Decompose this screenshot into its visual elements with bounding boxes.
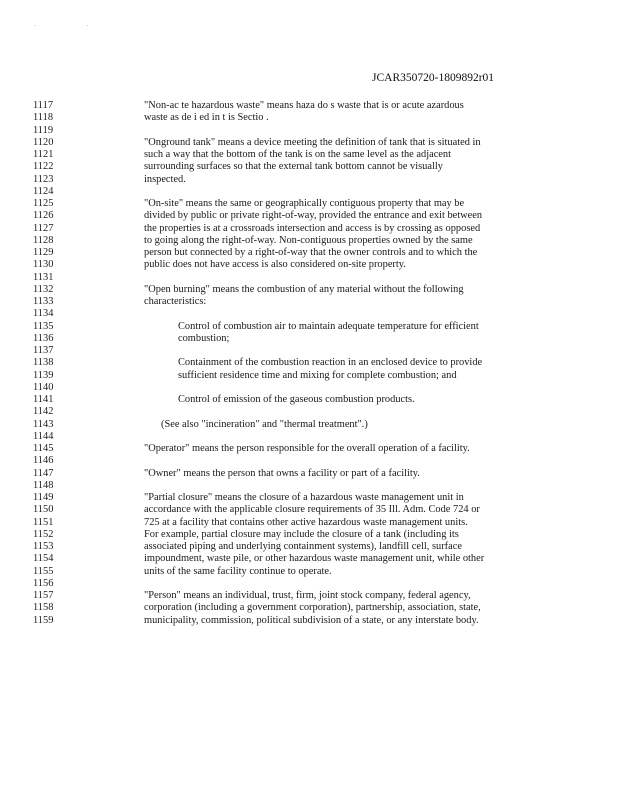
document-line [0,455,618,467]
line-text: Control of emission of the gaseous combustion products. [178,394,415,405]
line-number: 1139 [33,369,54,381]
document-line [0,321,618,333]
document-line [0,406,618,418]
line-text: combustion; [178,332,230,344]
line-number: 1155 [33,565,54,577]
line-text: the properties is at a crossroads intersection and access is by crossing as opposed [144,222,481,234]
document-line [0,223,618,235]
line-text: "Onground tank" means a device meeting the definition of tank that is situated in [144,136,481,148]
line-number: 1129 [33,247,54,258]
line-text: surrounding surfaces so that the external tank bottom cannot be visually [144,161,443,173]
document-line [0,370,618,382]
line-text: "Open burning" means the combustion of any material without the following [144,283,464,295]
document-line [0,553,618,565]
line-number: 1143 [33,418,54,430]
line-number: 1156 [33,577,54,589]
document-line [0,149,618,161]
line-text: associated piping and underlying containment systems), landfill cell, surface [144,541,462,552]
document-line [0,272,618,284]
line-number: 1127 [33,222,54,234]
line-number: 1120 [33,136,54,148]
document-line [0,517,618,529]
document-line [0,198,618,210]
line-text: characteristics: [144,296,207,307]
scan-artifact-dots: · · [34,22,113,30]
line-number: 1146 [33,455,54,467]
line-number: 1134 [33,308,54,320]
line-text: Containment of the combustion reaction in an enclosed device to provide [178,357,483,369]
line-number: 1150 [33,504,54,516]
line-number: 1147 [33,467,54,479]
line-text: "On-site" means the same or geographically contiguous property that may be [144,198,465,209]
document-line [0,615,618,627]
line-text: Control of combustion air to maintain adequate temperature for efficient [178,320,479,332]
line-number: 1158 [33,602,54,614]
line-number: 1151 [33,516,54,528]
document-line [0,541,618,553]
document-line [0,578,618,590]
line-text: to going along the right-of-way. Non-contiguous properties owned by the same [144,234,473,246]
line-number: 1124 [33,185,54,197]
line-number: 1145 [33,443,54,454]
line-number: 1132 [33,283,54,295]
line-number: 1128 [33,234,54,246]
document-line [0,259,618,271]
line-number: 1144 [33,430,54,442]
line-number: 1117 [33,100,54,111]
line-number: 1119 [33,124,54,136]
line-number: 1133 [33,296,54,307]
document-line [0,602,618,614]
document-id: JCAR350720-1809892r01 [372,72,495,84]
line-text: For example, partial closure may include the closure of a tank (including its [144,528,459,540]
document-line [0,382,618,394]
document-line [0,100,618,112]
document-line [0,345,618,357]
line-text: "Operator" means the person responsible for the overall operation of a facility. [144,443,470,454]
line-text: "Owner" means the person that owns a facility or part of a facility. [144,467,420,479]
line-text: person but connected by a right-of-way that the owner controls and to which the [144,247,478,258]
line-text: public does not have access is also considered on-site property. [144,259,406,271]
document-line [0,186,618,198]
document-line [0,468,618,480]
line-number: 1123 [33,173,54,185]
line-number: 1138 [33,357,54,369]
line-text: (See also "incineration" and "thermal treatment".) [161,418,368,430]
line-number: 1126 [33,210,54,222]
document-line [0,161,618,173]
document-line [0,296,618,308]
line-text: "Non-ac te hazardous waste" means haza do s waste that is or acute azardous [144,100,464,111]
document-line [0,357,618,369]
line-number: 1154 [33,553,54,565]
document-line [0,443,618,455]
document-line [0,419,618,431]
line-number: 1141 [33,394,54,405]
line-number: 1137 [33,345,54,356]
document-line [0,333,618,345]
line-number: 1121 [33,149,54,160]
line-number: 1135 [33,320,54,332]
document-line [0,210,618,222]
line-text: divided by public or private right-of-way, provided the entrance and exit between [144,210,483,222]
line-text: inspected. [144,173,186,185]
document-line [0,492,618,504]
document-line [0,480,618,492]
line-number: 1152 [33,528,54,540]
document-line [0,112,618,124]
document-line [0,394,618,406]
document-line [0,247,618,259]
line-number: 1153 [33,541,54,552]
line-number: 1142 [33,406,54,418]
document-line [0,590,618,602]
line-number: 1125 [33,198,54,209]
line-number: 1157 [33,590,54,601]
line-text: sufficient residence time and mixing for complete combustion; and [178,369,457,381]
line-number: 1149 [33,492,54,503]
line-text: municipality, commission, political subdivision of a state, or any interstate body. [144,614,479,626]
line-number: 1122 [33,161,54,173]
line-number: 1136 [33,332,54,344]
numbered-lines [0,100,618,627]
line-text: "Partial closure" means the closure of a hazardous waste management unit in [144,492,464,503]
line-number: 1118 [33,112,54,124]
line-text: units of the same facility continue to operate. [144,565,332,577]
document-line [0,566,618,578]
line-number: 1148 [33,479,54,491]
line-number: 1130 [33,259,54,271]
line-text: such a way that the bottom of the tank is on the same level as the adjacent [144,149,452,160]
document-line [0,235,618,247]
line-number: 1159 [33,614,54,626]
line-text: corporation (including a government corporation), partnership, association, state, [144,602,481,614]
line-text: "Person" means an individual, trust, firm, joint stock company, federal agency, [144,590,471,601]
document-line [0,529,618,541]
line-text: 725 at a facility that contains other active hazardous waste management units. [144,516,468,528]
line-number: 1140 [33,381,54,393]
line-text: waste as de i ed in t is Sectio . [144,112,269,124]
document-line [0,308,618,320]
document-line [0,284,618,296]
document-line [0,174,618,186]
line-number: 1131 [33,271,54,283]
document-line [0,137,618,149]
line-text: accordance with the applicable closure requirements of 35 Ill. Adm. Code 724 or [144,504,480,516]
document-line [0,504,618,516]
document-line [0,125,618,137]
document-line [0,431,618,443]
line-text: impoundment, waste pile, or other hazardous waste management unit, while other [144,553,485,565]
